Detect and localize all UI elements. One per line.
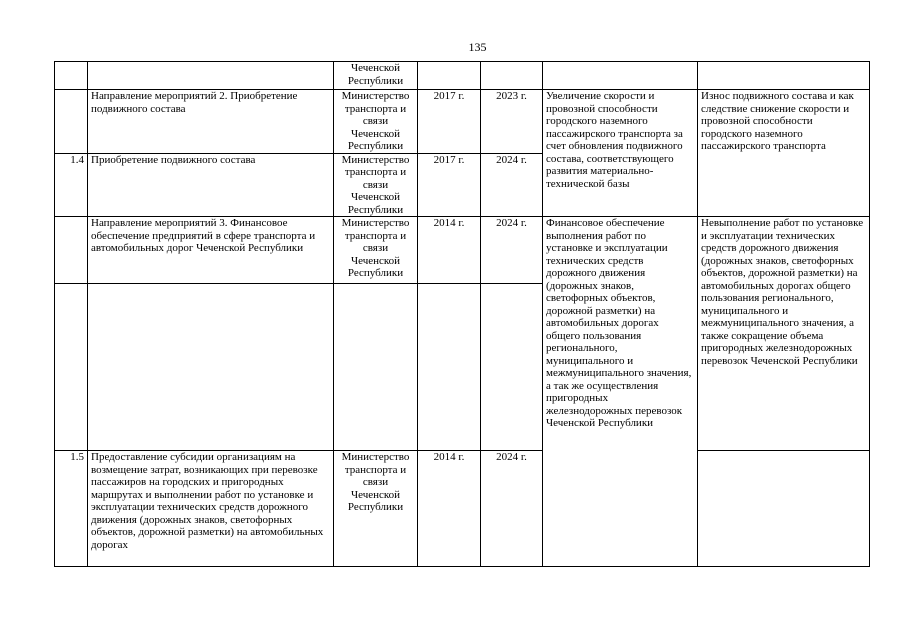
- start-year: [418, 62, 481, 90]
- row-number: 1.4: [55, 153, 88, 217]
- end-year: [481, 284, 543, 451]
- responsible-org: Министерство транспорта и связи Чеченской Республики: [334, 217, 418, 284]
- measure-name: Направление мероприятий 3. Финансовое обеспечение предприятий в сфере транспорта и автомобильных дорог Чеченской Республики: [88, 217, 334, 284]
- responsible-org: Министерство транспорта и связи Чеченской Республики: [334, 451, 418, 567]
- consequence: [698, 451, 870, 567]
- row-number: [55, 284, 88, 451]
- measure-name: Предоставление субсидии организациям на возмещение затрат, возникающих при перевозке пассажиров на городских и пригородных маршрутах и выполнении работ по установке и эксплуатации технических средств дорожного движения (дорожных знаков, светофорных объектов, дорожной разметки) на автомобильных дорогах: [88, 451, 334, 567]
- end-year: 2023 г.: [481, 90, 543, 154]
- measure-name: [88, 284, 334, 451]
- responsible-org: Министерство транспорта и связи Чеченской Республики: [334, 153, 418, 217]
- start-year: 2017 г.: [418, 90, 481, 154]
- expected-result: Увеличение скорости и провозной способности городского наземного пассажирского транспорта за счет обновления подвижного состава, соответствующего развития материально-технической базы: [543, 90, 698, 217]
- expected-result: [543, 62, 698, 90]
- measures-table: [54, 61, 870, 567]
- table-row: [55, 217, 870, 284]
- end-year: [481, 62, 543, 90]
- start-year: [418, 284, 481, 451]
- consequence: [698, 62, 870, 90]
- end-year: 2024 г.: [481, 217, 543, 284]
- measure-name: Направление мероприятий 2. Приобретение подвижного состава: [88, 90, 334, 154]
- row-number: [55, 90, 88, 154]
- end-year: 2024 г.: [481, 153, 543, 217]
- measure-name: Приобретение подвижного состава: [88, 153, 334, 217]
- consequence: Невыполнение работ по установке и эксплуатации технических средств дорожного движения (дорожных знаков, светофорных объектов, дорожной разметки) на автомобильных дорогах общего пользования регионального, муниципального и межмуниципального значения, а также сокращение объема пригородных железнодорожных перевозок Чеченской Республики: [698, 217, 870, 451]
- measure-name: [88, 62, 334, 90]
- responsible-org: Чеченской Республики: [334, 62, 418, 90]
- responsible-org: Министерство транспорта и связи Чеченской Республики: [334, 90, 418, 154]
- table-row: [55, 451, 870, 567]
- start-year: 2014 г.: [418, 451, 481, 567]
- page-number: 135: [468, 40, 487, 54]
- end-year: 2024 г.: [481, 451, 543, 567]
- row-number: [55, 62, 88, 90]
- responsible-org: [334, 284, 418, 451]
- consequence: Износ подвижного состава и как следствие снижение скорости и провозной способности городского наземного пассажирского транспорта: [698, 90, 870, 217]
- row-number: 1.5: [55, 451, 88, 567]
- start-year: 2014 г.: [418, 217, 481, 284]
- start-year: 2017 г.: [418, 153, 481, 217]
- table-row: [55, 90, 870, 154]
- table-row: [55, 62, 870, 90]
- expected-result: Финансовое обеспечение выполнения работ по установке и эксплуатации технических средств дорожного движения (дорожных знаков, светофорных объектов, дорожной разметки) на автомобильных дорогах общего пользования регионального, муниципального и межмуниципального значения, а так же осуществления пригородных железнодорожных перевозок Чеченской Республики: [543, 217, 698, 567]
- row-number: [55, 217, 88, 284]
